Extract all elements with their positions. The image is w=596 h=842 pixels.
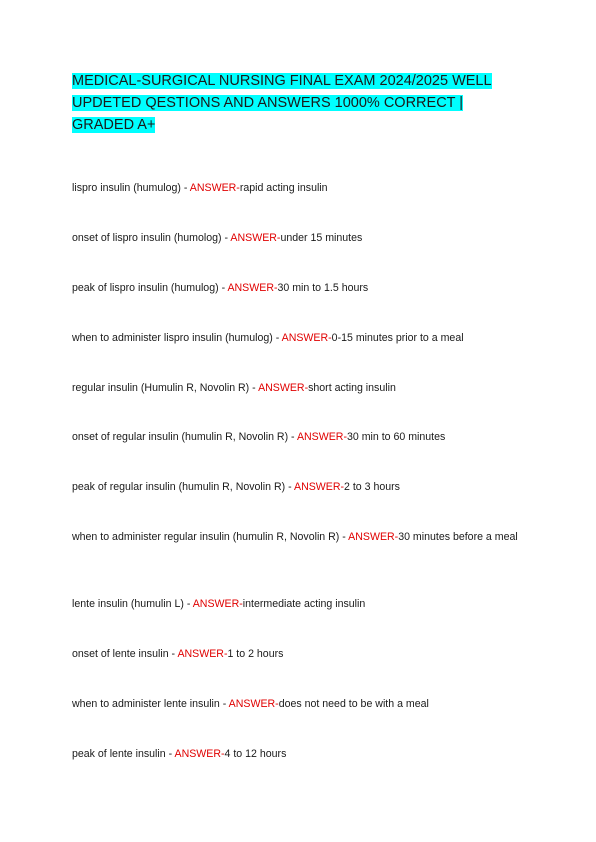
answer-marker: ANSWER <box>174 748 221 760</box>
question-text: peak of lispro insulin (humulog) <box>72 282 219 294</box>
document-title <box>72 70 524 136</box>
answer-text: 30 min to 1.5 hours <box>277 282 369 294</box>
question-text: peak of regular insulin (humulin R, Novolin R) <box>72 481 286 493</box>
qa-item: lispro insulin (humulog) - ANSWER-rapid acting insulin <box>72 182 328 194</box>
question-text: when to administer lispro insulin (humulog) <box>72 332 273 344</box>
answer-marker: ANSWER <box>227 282 274 294</box>
answer-text: 0-15 minutes prior to a meal <box>331 332 464 344</box>
question-text: when to administer regular insulin (humulin R, Novolin R) <box>72 531 340 543</box>
answer-text: 1 to 2 hours <box>227 648 284 660</box>
question-text: lispro insulin (humulog) <box>72 182 181 194</box>
qa-item: lente insulin (humulin L) - ANSWER-intermediate acting insulin <box>72 598 366 610</box>
question-text: onset of lente insulin <box>72 648 169 660</box>
answer-marker: ANSWER <box>281 332 329 344</box>
answer-text: under 15 minutes <box>280 232 363 244</box>
qa-item: onset of regular insulin (humulin R, Novolin R) - ANSWER-30 min to 60 minutes <box>72 431 446 443</box>
qa-item: peak of lente insulin - ANSWER-4 to 12 hours <box>72 748 287 760</box>
answer-marker: ANSWER <box>228 698 276 710</box>
qa-item: when to administer lispro insulin (humulog) - ANSWER-0-15 minutes prior to a meal <box>72 332 464 344</box>
question-text: lente insulin (humulin L) <box>72 598 184 610</box>
question-text: peak of lente insulin <box>72 748 166 760</box>
answer-marker: ANSWER <box>258 382 305 394</box>
qa-item: onset of lente insulin - ANSWER-1 to 2 hours <box>72 648 284 660</box>
answer-marker: ANSWER <box>230 232 277 244</box>
answer-text: does not need to be with a meal <box>278 698 429 710</box>
qa-item: peak of lispro insulin (humulog) - ANSWER-30 min to 1.5 hours <box>72 282 369 294</box>
answer-marker: ANSWER <box>294 481 341 493</box>
question-text: onset of lispro insulin (humolog) <box>72 232 222 244</box>
answer-marker: ANSWER <box>189 182 237 194</box>
answer-text: intermediate acting insulin <box>242 598 366 610</box>
qa-item: when to administer lente insulin - ANSWER-does not need to be with a meal <box>72 698 429 710</box>
answer-marker: ANSWER <box>177 648 224 660</box>
qa-item: peak of regular insulin (humulin R, Novolin R) - ANSWER-2 to 3 hours <box>72 481 400 493</box>
answer-marker: ANSWER <box>192 598 240 610</box>
answer-text: short acting insulin <box>308 382 396 394</box>
question-text: regular insulin (Humulin R, Novolin R) <box>72 382 250 394</box>
qa-item: regular insulin (Humulin R, Novolin R) - ANSWER-short acting insulin <box>72 382 396 394</box>
answer-text: 4 to 12 hours <box>224 748 287 760</box>
question-text: onset of regular insulin (humulin R, Novolin R) <box>72 431 289 443</box>
document-page <box>72 70 524 760</box>
document-title-text: MEDICAL-SURGICAL NURSING FINAL EXAM 2024/2025 WELL UPDETED QESTIONS AND ANSWERS 1000% CORRECT | GRADED A+ <box>72 73 492 133</box>
answer-text: 2 to 3 hours <box>344 481 400 493</box>
qa-item: when to administer regular insulin (humulin R, Novolin R) - ANSWER-30 minutes before a meal <box>72 531 518 543</box>
answer-marker: ANSWER <box>296 431 344 443</box>
question-text: when to administer lente insulin <box>72 698 220 710</box>
answer-text: rapid acting insulin <box>239 182 328 194</box>
answer-text: 30 minutes before a meal <box>398 531 518 543</box>
qa-item: onset of lispro insulin (humolog) - ANSWER-under 15 minutes <box>72 232 363 244</box>
answer-marker: ANSWER <box>348 531 395 543</box>
answer-text: 30 min to 60 minutes <box>346 431 446 443</box>
